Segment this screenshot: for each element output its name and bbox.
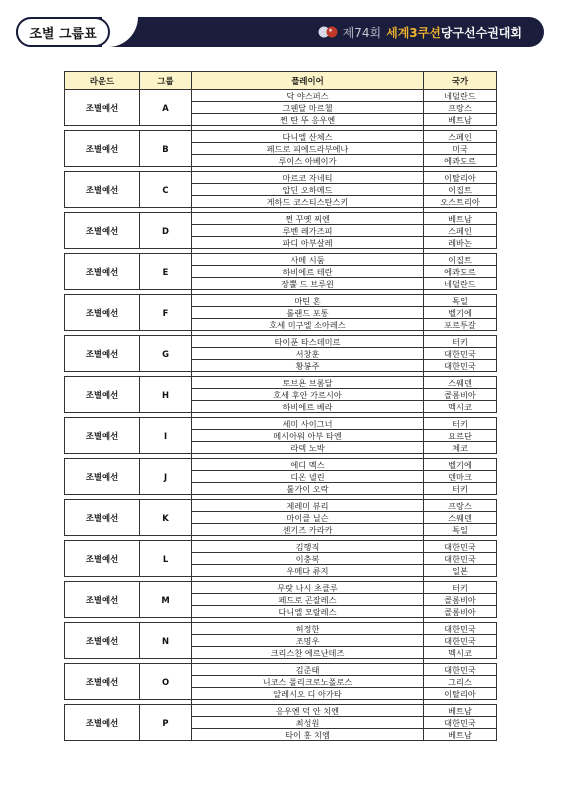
country-cell: 콜롬비아 <box>424 606 497 618</box>
country-cell: 베트남 <box>424 114 497 126</box>
player-cell: 하비에르 테란 <box>192 266 424 278</box>
group-cell: I <box>140 418 192 454</box>
column-header-round: 라운드 <box>65 72 140 90</box>
group-cell: J <box>140 459 192 495</box>
player-cell: 라덱 노박 <box>192 442 424 454</box>
country-cell: 대한민국 <box>424 664 497 676</box>
country-cell: 대한민국 <box>424 360 497 372</box>
round-cell: 조별예선 <box>65 336 140 372</box>
table-row <box>65 541 497 553</box>
country-cell: 벨기에 <box>424 459 497 471</box>
player-cell: 쩐 꾸옛 찌엔 <box>192 213 424 225</box>
group-cell: O <box>140 664 192 700</box>
player-cell: 루벤 레가즈피 <box>192 225 424 237</box>
table-row <box>65 377 497 389</box>
player-cell: 호세 후안 가르시아 <box>192 389 424 401</box>
round-cell: 조별예선 <box>65 582 140 618</box>
country-cell: 그리스 <box>424 676 497 688</box>
table-row <box>65 172 497 184</box>
country-cell: 일본 <box>424 565 497 577</box>
country-cell: 레바논 <box>424 237 497 249</box>
country-cell: 스페인 <box>424 225 497 237</box>
country-cell: 포르투갈 <box>424 319 497 331</box>
round-cell: 조별예선 <box>65 664 140 700</box>
round-cell: 조별예선 <box>65 623 140 659</box>
country-cell: 콜롬비아 <box>424 594 497 606</box>
country-cell: 프랑스 <box>424 500 497 512</box>
table-row <box>65 623 497 635</box>
group-cell: P <box>140 705 192 741</box>
player-cell: 하비에르 베라 <box>192 401 424 413</box>
player-cell: 게하드 코스티스탄스키 <box>192 196 424 208</box>
player-cell: 페드로 곤잘레스 <box>192 594 424 606</box>
player-cell: 메시아워 아부 타엔 <box>192 430 424 442</box>
country-cell: 이탈리아 <box>424 688 497 700</box>
group-cell: N <box>140 623 192 659</box>
player-cell: 토브욘 브롬달 <box>192 377 424 389</box>
country-cell: 독일 <box>424 524 497 536</box>
round-cell: 조별예선 <box>65 254 140 290</box>
player-cell: 압딘 오하메드 <box>192 184 424 196</box>
player-cell: 페드로 피에드라부에나 <box>192 143 424 155</box>
country-cell: 대한민국 <box>424 541 497 553</box>
country-cell: 멕시코 <box>424 647 497 659</box>
player-cell: 김행직 <box>192 541 424 553</box>
player-cell: 알레시오 디 아가타 <box>192 688 424 700</box>
table-row <box>65 254 497 266</box>
player-cell: 황봉주 <box>192 360 424 372</box>
country-cell: 대한민국 <box>424 717 497 729</box>
round-cell: 조별예선 <box>65 705 140 741</box>
player-cell: 툴가이 오락 <box>192 483 424 495</box>
player-cell: 세미 사이그너 <box>192 418 424 430</box>
round-cell: 조별예선 <box>65 541 140 577</box>
player-cell: 최성원 <box>192 717 424 729</box>
player-cell: 파디 아부살레 <box>192 237 424 249</box>
country-cell: 체코 <box>424 442 497 454</box>
group-cell: C <box>140 172 192 208</box>
country-cell: 이탈리아 <box>424 172 497 184</box>
group-cell: K <box>140 500 192 536</box>
player-cell: 쩐 탄 뚜 응우옌 <box>192 114 424 126</box>
player-cell: 서창훈 <box>192 348 424 360</box>
group-cell: L <box>140 541 192 577</box>
event-title <box>318 17 522 47</box>
country-cell: 에콰도르 <box>424 266 497 278</box>
country-cell: 터키 <box>424 582 497 594</box>
round-cell: 조별예선 <box>65 90 140 126</box>
country-cell: 이집트 <box>424 254 497 266</box>
player-cell: 크리스찬 에르난데즈 <box>192 647 424 659</box>
country-cell: 터키 <box>424 336 497 348</box>
player-cell: 마이클 닐슨 <box>192 512 424 524</box>
country-cell: 대한민국 <box>424 553 497 565</box>
page-title: 조별 그룹표 <box>16 17 110 47</box>
player-cell: 그웬달 마르첼 <box>192 102 424 114</box>
country-cell: 대한민국 <box>424 623 497 635</box>
group-table <box>64 71 497 741</box>
table-row <box>65 295 497 307</box>
player-cell: 마틴 혼 <box>192 295 424 307</box>
country-cell: 터키 <box>424 418 497 430</box>
country-cell: 대한민국 <box>424 635 497 647</box>
country-cell: 베트남 <box>424 213 497 225</box>
player-cell: 센기즈 카라카 <box>192 524 424 536</box>
table-row <box>65 500 497 512</box>
group-cell: A <box>140 90 192 126</box>
country-cell: 베트남 <box>424 729 497 741</box>
country-cell: 대한민국 <box>424 348 497 360</box>
round-cell: 조별예선 <box>65 295 140 331</box>
player-cell: 응우옌 덕 안 치엔 <box>192 705 424 717</box>
round-cell: 조별예선 <box>65 172 140 208</box>
table-row <box>65 705 497 717</box>
player-cell: 제레미 뷰리 <box>192 500 424 512</box>
billiard-ball-icon <box>318 25 338 39</box>
country-cell: 네덜란드 <box>424 90 497 102</box>
player-cell: 타이 홍 치엠 <box>192 729 424 741</box>
player-cell: 루이스 아베이가 <box>192 155 424 167</box>
round-cell: 조별예선 <box>65 377 140 413</box>
country-cell: 에콰도르 <box>424 155 497 167</box>
header-banner <box>16 17 544 47</box>
player-cell: 다니엘 모랄레스 <box>192 606 424 618</box>
player-cell: 닥 야스퍼스 <box>192 90 424 102</box>
group-cell: B <box>140 131 192 167</box>
country-cell: 스페인 <box>424 131 497 143</box>
country-cell: 프랑스 <box>424 102 497 114</box>
round-cell: 조별예선 <box>65 213 140 249</box>
column-header-country: 국가 <box>424 72 497 90</box>
group-cell: H <box>140 377 192 413</box>
country-cell: 터키 <box>424 483 497 495</box>
event-name-rest: 당구선수권대회 <box>440 25 522 40</box>
column-header-player: 플레이어 <box>192 72 424 90</box>
round-cell: 조별예선 <box>65 418 140 454</box>
player-cell: 이충복 <box>192 553 424 565</box>
player-cell: 허정한 <box>192 623 424 635</box>
table-row <box>65 213 497 225</box>
country-cell: 덴마크 <box>424 471 497 483</box>
group-cell: G <box>140 336 192 372</box>
table-row <box>65 336 497 348</box>
round-cell: 조별예선 <box>65 459 140 495</box>
player-cell: 조명우 <box>192 635 424 647</box>
country-cell: 콜롬비아 <box>424 389 497 401</box>
group-cell: E <box>140 254 192 290</box>
table-row <box>65 131 497 143</box>
country-cell: 미국 <box>424 143 497 155</box>
country-cell: 오스트리아 <box>424 196 497 208</box>
round-cell: 조별예선 <box>65 131 140 167</box>
country-cell: 요르단 <box>424 430 497 442</box>
country-cell: 이집트 <box>424 184 497 196</box>
country-cell: 벨기에 <box>424 307 497 319</box>
column-header-group: 그룹 <box>140 72 192 90</box>
country-cell: 멕시코 <box>424 401 497 413</box>
player-cell: 호세 미구엘 소아레스 <box>192 319 424 331</box>
country-cell: 스웨덴 <box>424 512 497 524</box>
table-header-row <box>65 72 497 90</box>
player-cell: 다니엘 산체스 <box>192 131 424 143</box>
table-body <box>65 90 497 741</box>
player-cell: 장뿔 드 브루윈 <box>192 278 424 290</box>
player-cell: 마르코 자네티 <box>192 172 424 184</box>
table-row <box>65 582 497 594</box>
country-cell: 스웨덴 <box>424 377 497 389</box>
player-cell: 사메 시둠 <box>192 254 424 266</box>
player-cell: 김준태 <box>192 664 424 676</box>
group-cell: F <box>140 295 192 331</box>
player-cell: 우메다 류지 <box>192 565 424 577</box>
player-cell: 타이푼 타스데미르 <box>192 336 424 348</box>
table-row <box>65 90 497 102</box>
player-cell: 디온 넬린 <box>192 471 424 483</box>
country-cell: 베트남 <box>424 705 497 717</box>
country-cell: 네덜란드 <box>424 278 497 290</box>
player-cell: 롤랜드 포통 <box>192 307 424 319</box>
table-row <box>65 459 497 471</box>
group-cell: M <box>140 582 192 618</box>
table-row <box>65 418 497 430</box>
country-cell: 독일 <box>424 295 497 307</box>
round-cell: 조별예선 <box>65 500 140 536</box>
event-ordinal: 제74회 <box>342 25 382 40</box>
player-cell: 에디 멕스 <box>192 459 424 471</box>
table-row <box>65 664 497 676</box>
event-name-accent: 세계3쿠션 <box>386 25 441 40</box>
group-cell: D <box>140 213 192 249</box>
player-cell: 무랏 나시 초클루 <box>192 582 424 594</box>
player-cell: 니코스 폴리크로노폴로스 <box>192 676 424 688</box>
